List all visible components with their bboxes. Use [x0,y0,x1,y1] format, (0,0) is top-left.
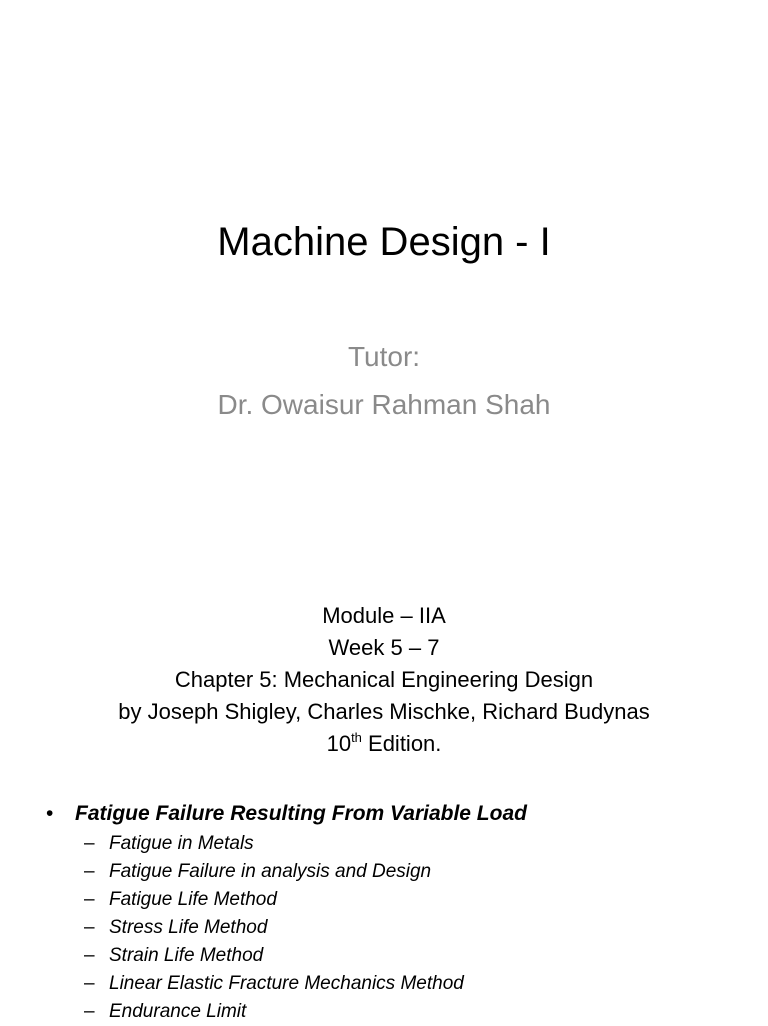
list-item-text: Fatigue Life Method [109,889,277,910]
list-item [84,914,746,942]
edition-number: 10 [326,731,352,756]
main-bullet-text: Fatigue Failure Resulting From Variable Load [75,802,527,825]
dash-marker: – [84,945,95,966]
list-item-text: Linear Elastic Fracture Mechanics Method [109,973,464,994]
dash-marker: – [84,889,95,910]
tutor-label: Tutor: [347,341,421,372]
dash-marker: – [84,917,95,938]
list-item [84,998,746,1026]
course-info [0,600,768,760]
main-bullet [46,798,746,830]
dash-marker: – [84,973,95,994]
dash-marker: – [84,861,95,882]
list-item [84,970,746,998]
dash-marker: – [84,1001,95,1022]
authors-line: by Joseph Shigley, Charles Mischke, Richard Budynas [118,699,650,724]
list-item-text: Fatigue Failure in analysis and Design [109,861,432,882]
bullet-marker: • [46,802,54,825]
list-item [84,942,746,970]
list-item [84,886,746,914]
dash-marker: – [84,833,95,854]
list-item-text: Stress Life Method [109,917,268,938]
tutor-block [0,333,768,429]
edition-text: Edition. [361,731,442,756]
list-item [84,858,746,886]
module-line: Module – IIA [322,603,446,628]
edition-suffix: th [351,730,362,745]
list-item-text: Strain Life Method [109,945,264,966]
tutor-name: Dr. Owaisur Rahman Shah [217,389,551,420]
chapter-line: Chapter 5: Mechanical Engineering Design [174,667,594,692]
sub-topic-list [46,830,746,1026]
topic-list [46,798,746,1026]
edition-line [0,728,768,760]
list-item-text: Fatigue in Metals [109,833,254,854]
slide-title: Machine Design - I [217,220,551,264]
list-item-text: Endurance Limit [109,1001,247,1022]
list-item [84,830,746,858]
week-line: Week 5 – 7 [328,635,440,660]
